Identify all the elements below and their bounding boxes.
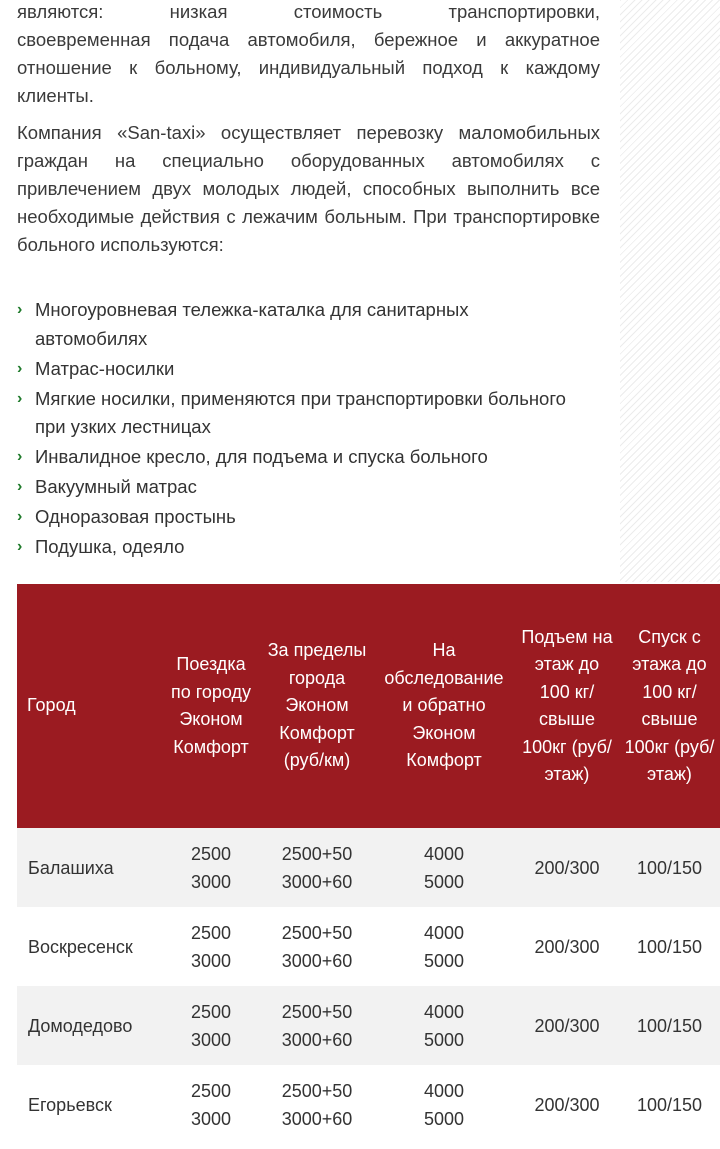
table-row	[17, 907, 720, 986]
cell-outside: 2500+50 3000+60	[261, 1065, 373, 1144]
cell-down: 100/150	[619, 907, 720, 986]
chevron-right-icon: ›	[17, 301, 23, 318]
chevron-right-icon: ›	[17, 389, 23, 407]
list-item: › Инвалидное кресло, для подъема и спуска больного	[17, 443, 577, 472]
header-city: Город	[17, 584, 161, 828]
chevron-right-icon: ›	[17, 359, 23, 377]
list-item: › Матрас-носилки	[17, 355, 577, 384]
table-row	[17, 1065, 720, 1144]
equipment-list	[17, 296, 577, 563]
cell-city: Балашиха	[17, 828, 161, 907]
cell-city: Воскресенск	[17, 907, 161, 986]
table-row	[17, 986, 720, 1065]
intro-paragraph-1-rest: своевременная подача автомобиля, бережное и аккуратное отношение к больному, индивидуальный подход к каждому клиенты.	[17, 29, 600, 106]
cell-up: 200/300	[515, 828, 619, 907]
header-exam: На обследование и обратно Эконом Комфорт	[373, 584, 515, 828]
header-trip: Поездка по городу Эконом Комфорт	[161, 584, 261, 828]
cell-down: 100/150	[619, 828, 720, 907]
intro-paragraph-2: Компания «San-taxi» осуществляет перевозку маломобильных граждан на специально оборудованных автомобилях с привлечением двух молодых людей, способных выполнить все необходимые действия с лежачим больным. При транспортировке больного используются:	[17, 122, 600, 255]
cell-exam: 4000 5000	[373, 907, 515, 986]
cell-trip: 2500 3000	[161, 907, 261, 986]
table-row	[17, 828, 720, 907]
table-header-row	[17, 584, 720, 828]
cell-up: 200/300	[515, 986, 619, 1065]
intro-paragraph-1	[17, 0, 600, 110]
cell-trip: 2500 3000	[161, 986, 261, 1065]
list-item: › Одноразовая простынь	[17, 503, 577, 532]
cell-outside: 2500+50 3000+60	[261, 907, 373, 986]
list-item: › Подушка, одеяло	[17, 533, 577, 562]
list-item: › Мягкие носилки, применяются при транспортировки больного при узких лестницах	[17, 385, 577, 442]
list-item: › Многоуровневая тележка-каталка для санитарных автомобилях	[17, 296, 577, 353]
cell-outside: 2500+50 3000+60	[261, 828, 373, 907]
cell-city: Домодедово	[17, 986, 161, 1065]
cell-exam: 4000 5000	[373, 1065, 515, 1144]
list-item: › Вакуумный матрас	[17, 473, 577, 502]
chevron-right-icon: ›	[17, 448, 23, 465]
cell-city: Егорьевск	[17, 1065, 161, 1144]
intro-paragraph-1-line1: являются: низкая стоимость транспортировки,	[17, 1, 600, 22]
header-outside: За пределы города Эконом Комфорт (руб/км)	[261, 584, 373, 828]
chevron-right-icon: ›	[17, 508, 23, 525]
chevron-right-icon: ›	[17, 538, 23, 555]
cell-exam: 4000 5000	[373, 828, 515, 907]
cell-down: 100/150	[619, 986, 720, 1065]
decorative-stripe-panel	[620, 0, 720, 582]
price-table	[17, 584, 720, 1144]
cell-trip: 2500 3000	[161, 828, 261, 907]
header-up: Подъем на этаж до 100 кг/ свыше 100кг (руб/ этаж)	[515, 584, 619, 828]
cell-exam: 4000 5000	[373, 986, 515, 1065]
cell-trip: 2500 3000	[161, 1065, 261, 1144]
cell-outside: 2500+50 3000+60	[261, 986, 373, 1065]
cell-up: 200/300	[515, 907, 619, 986]
cell-up: 200/300	[515, 1065, 619, 1144]
header-down: Спуск с этажа до 100 кг/ свыше 100кг (руб/ этаж)	[619, 584, 720, 828]
cell-down: 100/150	[619, 1065, 720, 1144]
chevron-right-icon: ›	[17, 478, 23, 495]
